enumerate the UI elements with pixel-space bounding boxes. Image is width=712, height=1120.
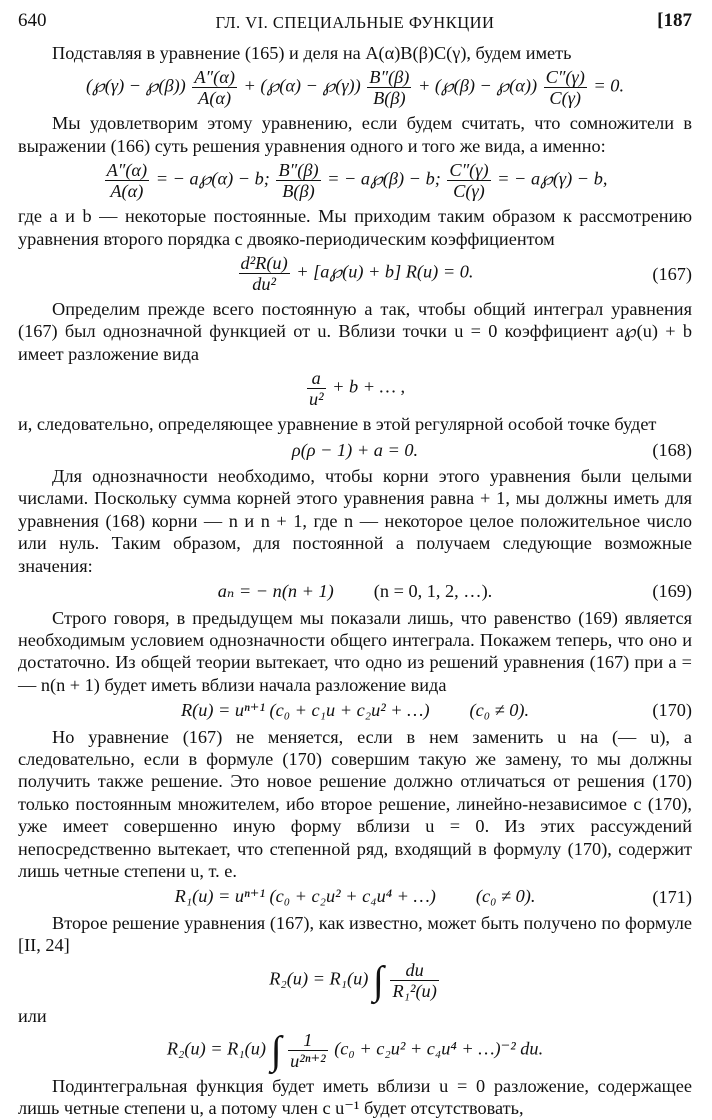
eq171-condition: (c₀ ≠ 0). [475,886,536,907]
equation-label-167: (167) [652,263,692,284]
expansion-formula [18,368,692,409]
paragraph-1: Подставляя в уравнение (165) и деля на A(α)B(β)C(γ), будем иметь [52,43,572,63]
eq166-frac3: $\frac{C''(\gamma)}{C(\gamma)}$ [545,67,585,109]
paragraph-8: Но уравнение (167) не меняется, если в нем заменить u на (— u), а следовательно, если в формуле (170) совершим такую же замену, то мы должны получить также решение. Это новое решение должно отличаться от решения (170) только постоянным множителем, ибо второе решение, линейно-независимое с (170), уже имеет совершенно иную форму вблизи u = 0. Из этих рассуждений непосредственно вытекает, что степенной ряд, входящий в формулу (170), содержит лишь четные степени u, т. е. [18,726,692,881]
section-number: [187 [657,10,692,31]
eq166-term2: + (℘(α) − ℘(γ)) [243,76,361,97]
eq166-end: = 0. [593,76,625,97]
r2b-rest: (c₀ + c₂u² + c₄u⁴ + …)⁻² du. [334,1038,544,1059]
sep-rhs2: = − a℘(β) − b; [327,168,441,189]
expansion-frac: $\frac{a}{\text{u²}}$ [308,368,324,410]
sep-frac3: $\frac{C''(\gamma)}{C(\gamma)}$ [449,160,489,202]
eq166-term3: + (℘(β) − ℘(α)) [417,76,538,97]
integral-sign: ∫ [270,1027,282,1073]
equation-label-170: (170) [652,700,692,721]
equation-166 [18,67,692,108]
equation-169 [18,580,692,602]
paragraph-2: Мы удовлетворим этому уравнению, если будем считать, что сомножители в выражении (166) суть решения уравнения одного и того же вида, а именно: [18,113,692,156]
paragraph-6: Для однозначности необходимо, чтобы корни этого уравнения были целыми числами. Поскольку сумма корней этого уравнения равна + 1, мы должны иметь для уравнения (168) корни — n и n + 1, где n — некоторое целое положительное число или нуль. Таким образом, для постоянной a получаем следующие возможные значения: [18,466,692,576]
equation-label-171: (171) [652,886,692,907]
eq171-text: R₁(u) = uⁿ⁺¹ (c₀ + c₂u² + c₄u⁴ + …) [174,886,436,907]
paragraph-3: где a и b — некоторые постоянные. Мы приходим таким образом к рассмотрению уравнения второго порядка с двояко-периодическим коэффициентом [18,206,692,249]
eq168-text: ρ(ρ − 1) + a = 0. [291,439,419,460]
equation-167 [18,253,692,294]
r2b-lhs: R₂(u) = R₁(u) [166,1038,266,1059]
paragraph-11: Подинтегральная функция будет иметь вблизи u = 0 разложение, содержащее лишь четные степени u, а потому член с u⁻¹ будет отсутствовать, [18,1076,692,1119]
equation-r2-first [18,957,692,1003]
eq170-condition: (c₀ ≠ 0). [469,700,530,721]
paragraph-7: Строго говоря, в предыдущем мы показали лишь, что равенство (169) является необходимым условием однозначности общего интеграла. Покажем теперь, что оно и достаточно. Из общей теории вытекает, что одно из решений уравнения (167) при a = — n(n + 1) будет иметь вблизи начала разложение вида [18,607,692,695]
equation-168 [18,439,692,461]
paragraph-10: или [18,1005,47,1026]
r2a-lhs: R₂(u) = R₁(u) [269,968,369,989]
separation-equations [18,160,692,201]
equation-label-168: (168) [652,439,692,460]
paragraph-4: Определим прежде всего постоянную a так, чтобы общий интеграл уравнения (167) был однозначной функцией от u. Вблизи точки u = 0 коэффициент a℘(u) + b имеет разложение вида [18,299,692,364]
equation-label-169: (169) [652,581,692,602]
eq169-condition: (n = 0, 1, 2, …). [373,581,493,602]
paragraph-5: и, следовательно, определяющее уравнение в этой регулярной особой точке будет [18,414,657,435]
r2a-frac: $\frac{du}{\text{R₁²(u)}}$ [392,959,437,1001]
sep-frac1: $\frac{A''(\alpha)}{A(\alpha)}$ [106,160,148,202]
equation-r2-second [18,1027,692,1073]
page-number: 640 [18,10,47,31]
sep-rhs1: = − a℘(α) − b; [155,168,270,189]
eq170-text: R(u) = uⁿ⁺¹ (c₀ + c₁u + c₂u² + …) [180,700,430,721]
integral-sign: ∫ [372,957,384,1003]
eq166-term1: (℘(γ) − ℘(β)) [85,76,186,97]
eq167-frac: $\frac{\text{d²R(u)}}{\text{du²}}$ [240,253,288,295]
equation-170 [18,699,692,721]
eq166-frac1: $\frac{A''(\alpha)}{A(\alpha)}$ [194,67,235,109]
paragraph-9: Второе решение уравнения (167), как известно, может быть получено по формуле [II, 24] [18,912,692,956]
book-page [18,8,692,1120]
equation-171 [18,885,692,907]
chapter-title: ГЛ. VI. СПЕЦИАЛЬНЫЕ ФУНКЦИИ [215,13,495,32]
page-header [18,8,692,42]
expansion-rest: + b + … , [332,376,406,397]
sep-frac2: $\frac{B''(\beta)}{B(\beta)}$ [278,160,319,202]
eq169-text: aₙ = − n(n + 1) [217,581,334,602]
sep-rhs3: = − a℘(γ) − b, [497,168,608,189]
eq166-frac2: $\frac{B''(\beta)}{B(\beta)}$ [369,67,410,109]
r2b-frac: $\frac{1}{\text{u²ⁿ⁺²}}$ [290,1030,326,1071]
eq167-rest: + [a℘(u) + b] R(u) = 0. [296,261,474,282]
